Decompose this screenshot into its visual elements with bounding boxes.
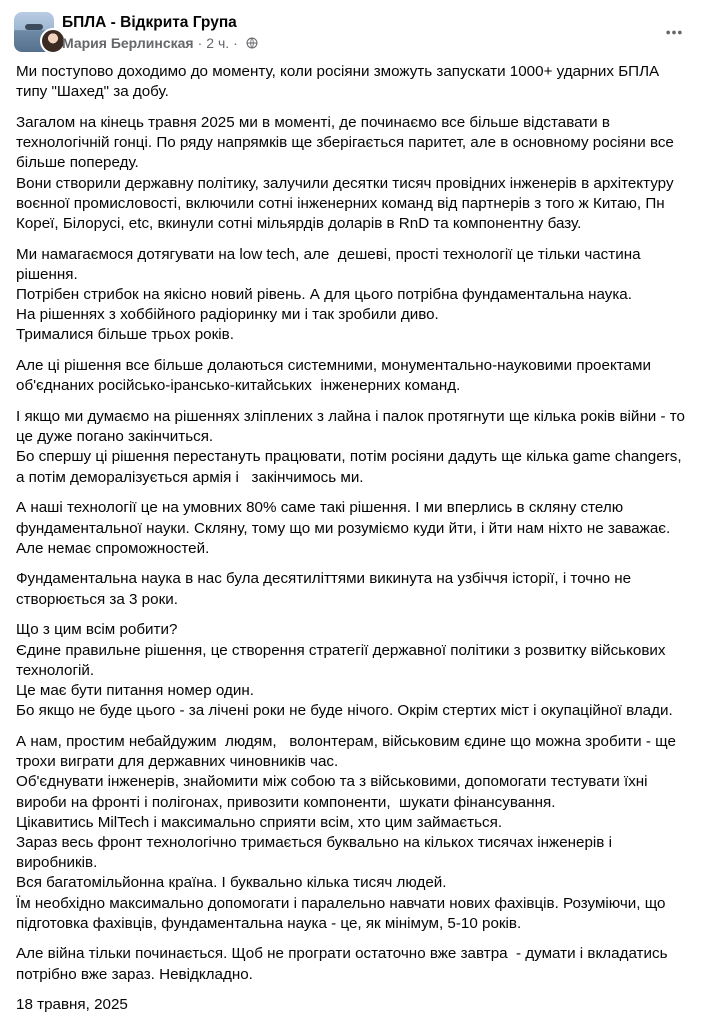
text-line: Ми поступово доходимо до моменту, коли росіяни зможуть запускати 1000+ ударних БПЛА типу "Шахед" за добу. xyxy=(16,63,664,101)
post-date: 18 травня, 2025 xyxy=(16,996,128,1014)
meta-separator-2: · xyxy=(233,35,238,51)
text-line: Цікавитись MilTech і максимально сприяти всім, хто цим займається. xyxy=(16,813,503,831)
text-line: Бо спершу ці рішення перестануть працювати, потім росіяни дадуть ще кілька game changers, а потім деморалізується армія і закінчимось ми. xyxy=(16,448,686,486)
paragraph-2 xyxy=(16,113,688,234)
text-line: Їм необхідно максимально допомогати і паралельно навчати нових фахівців. Розуміючи, що підготовка фахівців, фундаментальна наука - це, як мінімум, 5-10 років. xyxy=(16,894,670,932)
group-name-link[interactable]: БПЛА - Відкрита Група xyxy=(62,14,237,31)
text-line: Трималися більше трьох років. xyxy=(16,326,234,344)
globe-icon[interactable] xyxy=(246,37,258,49)
paragraph-6 xyxy=(16,498,688,559)
text-line: Але війна тільки починається. Щоб не програти остаточно вже завтра - думати і вкладатись потрібно вже зараз. Невідкладно. xyxy=(16,945,672,983)
text-line: На рішеннях з хоббійного радіоринку ми і так зробили диво. xyxy=(16,306,439,324)
post-timestamp[interactable]: 2 ч. xyxy=(206,35,230,51)
text-line: А нам, простим небайдужим людям, волонтерам, військовим єдине що можна зробити - ще трохи виграти для державних чиновників час. xyxy=(16,732,681,771)
text-line: Потрібен стрибок на якісно новий рівень. А для цього потрібна фундаментальна наука. xyxy=(16,286,632,304)
paragraph-10 xyxy=(16,944,688,984)
text-line: Це має бути питання номер один. xyxy=(16,681,254,699)
paragraph-9 xyxy=(16,732,688,934)
text-line: Вся багатомільйонна країна. І буквально кілька тисяч людей. xyxy=(16,874,447,892)
text-line: Що з цим всім робити? xyxy=(16,621,178,639)
paragraph-1 xyxy=(16,62,688,102)
author-name-link[interactable]: Мария Берлинская xyxy=(62,35,194,51)
text-line: Зараз весь фронт технологічно тримається буквально на кількох тисячах інженерів і виробників. xyxy=(16,833,617,872)
paragraph-5 xyxy=(16,407,688,488)
text-line: Вони створили державну політику, залучили десятки тисяч провідних інженерів в архітектуру воєнної промисловості, включили сотні інженерних команд від партнерів з того ж Китаю, Пн Кореї, Білорусі, etc, вкинули сотні мільярдів доларів в RnD та компонентну базу. xyxy=(16,174,678,232)
text-line: Але ці рішення все більше долаються системними, монументально-науковими проектами об'єднаних російсько-ірансько-китайських інженерних команд. xyxy=(16,357,656,395)
more-options-button[interactable] xyxy=(660,18,688,46)
paragraph-4 xyxy=(16,356,688,396)
text-line: Бо якщо не буде цього - за лічені роки не буде нічого. Окрім стертих міст і окупаційної влади. xyxy=(16,702,673,720)
meta-separator: · xyxy=(197,35,203,51)
text-line: Єдине правильне рішення, це створення стратегії державної політики з розвитку військових технологій. xyxy=(16,641,670,679)
text-line: Ми намагаємося дотягувати на low tech, але дешеві, прості технології це тільки частина рішення. xyxy=(16,245,645,283)
text-line: Фундаментальна наука в нас була десятиліттями викинута на узбіччя історії, і точно не створюється за 3 роки. xyxy=(16,570,636,608)
post-header xyxy=(14,12,688,56)
paragraph-3 xyxy=(16,245,688,346)
paragraph-7 xyxy=(16,569,688,609)
more-dots-icon xyxy=(665,30,683,35)
post-meta xyxy=(62,35,258,51)
paragraph-8 xyxy=(16,620,688,721)
text-line: А наші технології це на умовних 80% саме такі рішення. І ми вперлись в скляну стелю фундаментальної науки. Скляну, тому що ми розуміємо куди йти, і йти нам ніхто не заважає. Але немає спроможностей. xyxy=(16,499,675,557)
post-body xyxy=(16,62,688,1016)
drone-image xyxy=(25,24,43,30)
text-line: Загалом на кінець травня 2025 ми в моменті, де починаємо все більше відставати в технологічній гонці. По ряду напрямків ще зберігається паритет, але в основному росіяни все більше попереду. xyxy=(16,113,679,172)
text-line: Об'єднувати інженерів, знайомити між собою та з військовими, допомогати тестувати їхні вироби на фронті і полігонах, привозити компоненти, шукати фінансування. xyxy=(16,773,652,811)
text-line: І якщо ми думаємо на рішеннях зліплених з лайна і палок протягнути ще кілька років війни - то це дуже погано закінчиться. xyxy=(16,408,690,446)
